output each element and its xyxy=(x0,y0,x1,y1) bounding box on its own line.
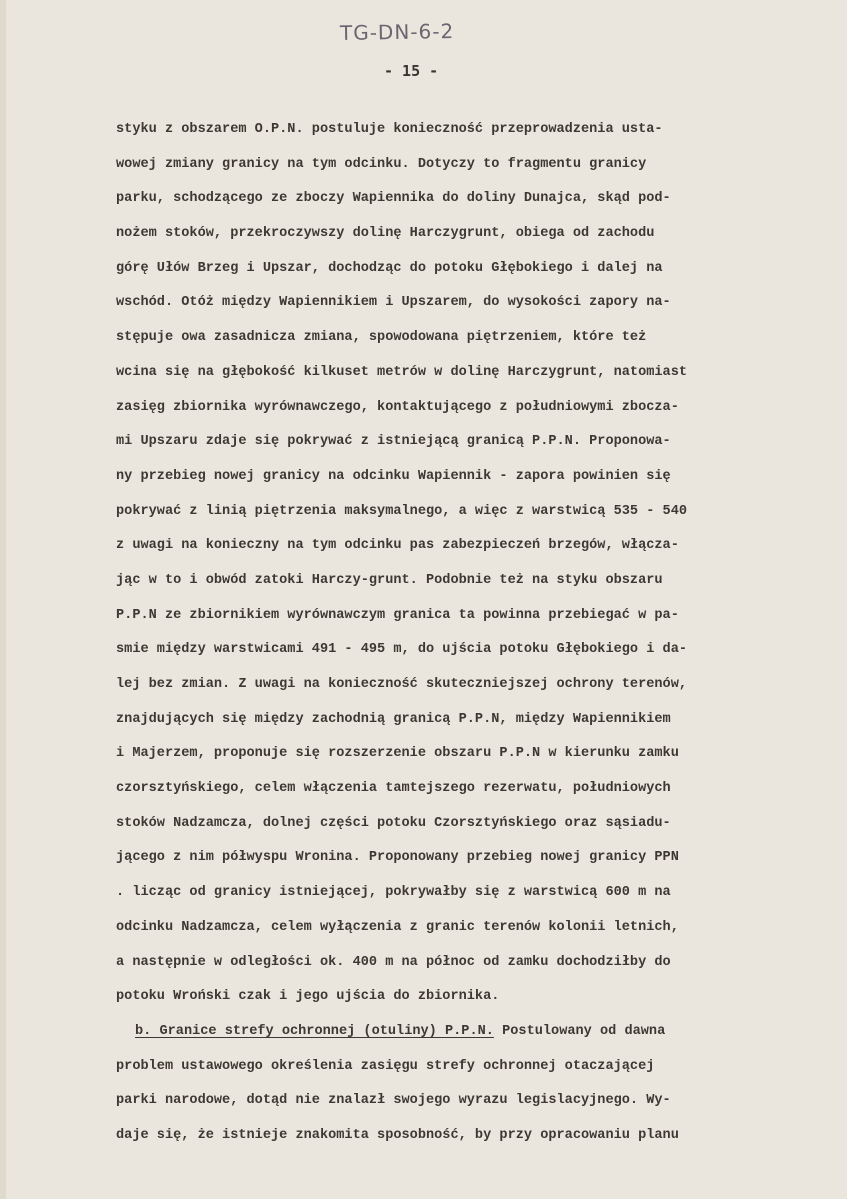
text-line: odcinku Nadzamcza, celem wyłączenia z granic terenów kolonii letnich, xyxy=(116,919,679,935)
text-line: smie między warstwicami 491 - 495 m, do ujścia potoku Głębokiego i da- xyxy=(116,642,688,658)
text-line: mi Upszaru zdaje się pokrywać z istniejącą granicą P.P.N. Proponowa- xyxy=(116,434,671,450)
section-b-heading-continuation: Postulowany od dawna xyxy=(493,1023,666,1039)
text-line: pokrywać z linią piętrzenia maksymalnego, a więc z warstwicą 535 - 540 xyxy=(116,503,688,519)
text-line: czorsztyńskiego, celem włączenia tamtejszego rezerwatu, południowych xyxy=(116,781,671,797)
text-line: potoku Wroński czak i jego ujścia do zbiornika. xyxy=(116,989,500,1005)
text-line: ny przebieg nowej granicy na odcinku Wapiennik - zapora powinien się xyxy=(116,468,671,484)
text-line: i Majerzem, proponuje się rozszerzenie obszaru P.P.N w kierunku zamku xyxy=(116,746,679,762)
text-line: stoków Nadzamcza, dolnej części potoku Czorsztyńskiego oraz sąsiadu- xyxy=(116,815,671,831)
text-line: . licząc od granicy istniejącej, pokrywałby się z warstwicą 600 m na xyxy=(116,885,671,901)
page-number: - 15 - xyxy=(384,62,439,80)
text-line: jąc w to i obwód zatoki Harczy-grunt. Podobnie też na styku obszaru xyxy=(116,572,663,588)
page-edge-shadow xyxy=(0,0,6,1199)
text-line: problem ustawowego określenia zasięgu strefy ochronnej otaczającej xyxy=(116,1058,655,1074)
text-line: stępuje owa zasadnicza zmiana, spowodowana piętrzeniem, które też xyxy=(116,330,647,346)
text-line: daje się, że istnieje znakomita sposobność, by przy opracowaniu planu xyxy=(116,1127,679,1143)
text-line: z uwagi na konieczny na tym odcinku pas zabezpieczeń brzegów, włącza- xyxy=(116,538,679,554)
text-line: parki narodowe, dotąd nie znalazł swojego wyrazu legislacyjnego. Wy- xyxy=(116,1093,671,1109)
text-line: lej bez zmian. Z uwagi na konieczność skuteczniejszej ochrony terenów, xyxy=(116,677,688,692)
text-line: wowej zmiany granicy na tym odcinku. Dotyczy to fragmentu granicy xyxy=(116,156,647,172)
text-line: jącego z nim półwyspu Wronina. Proponowany przebieg nowej granicy PPN xyxy=(116,850,679,866)
text-line: P.P.N ze zbiornikiem wyrównawczym granica ta powinna przebiegać w pa- xyxy=(116,607,679,623)
text-line: styku z obszarem O.P.N. postuluje konieczność przeprowadzenia usta- xyxy=(116,122,663,137)
archive-signature: TG-DN-6-2 xyxy=(339,19,455,45)
text-line: wschód. Otóż między Wapiennikiem i Upszarem, do wysokości zapory na- xyxy=(116,295,671,311)
text-line: nożem stoków, przekroczywszy dolinę Harczygrunt, obiega od zachodu xyxy=(116,226,655,242)
text-line: wcina się na głębokość kilkuset metrów w dolinę Harczygrunt, natomiast xyxy=(116,364,688,380)
body-text xyxy=(116,113,846,1154)
text-line: górę Ułów Brzeg i Upszar, dochodząc do potoku Głębokiego i dalej na xyxy=(116,260,663,276)
text-line: parku, schodzącego ze zboczy Wapiennika do doliny Dunajca, skąd pod- xyxy=(116,191,671,207)
section-b-heading-line xyxy=(116,1015,846,1050)
text-line: znajdujących się między zachodnią granicą P.P.N, między Wapiennikiem xyxy=(116,711,671,727)
text-line: zasięg zbiornika wyrównawczego, kontaktującego z południowymi zbocza- xyxy=(116,399,679,415)
text-line: a następnie w odległości ok. 400 m na północ od zamku dochodziłby do xyxy=(116,954,671,970)
section-b-heading: b. Granice strefy ochronnej (otuliny) P.P.N. xyxy=(135,1023,494,1039)
